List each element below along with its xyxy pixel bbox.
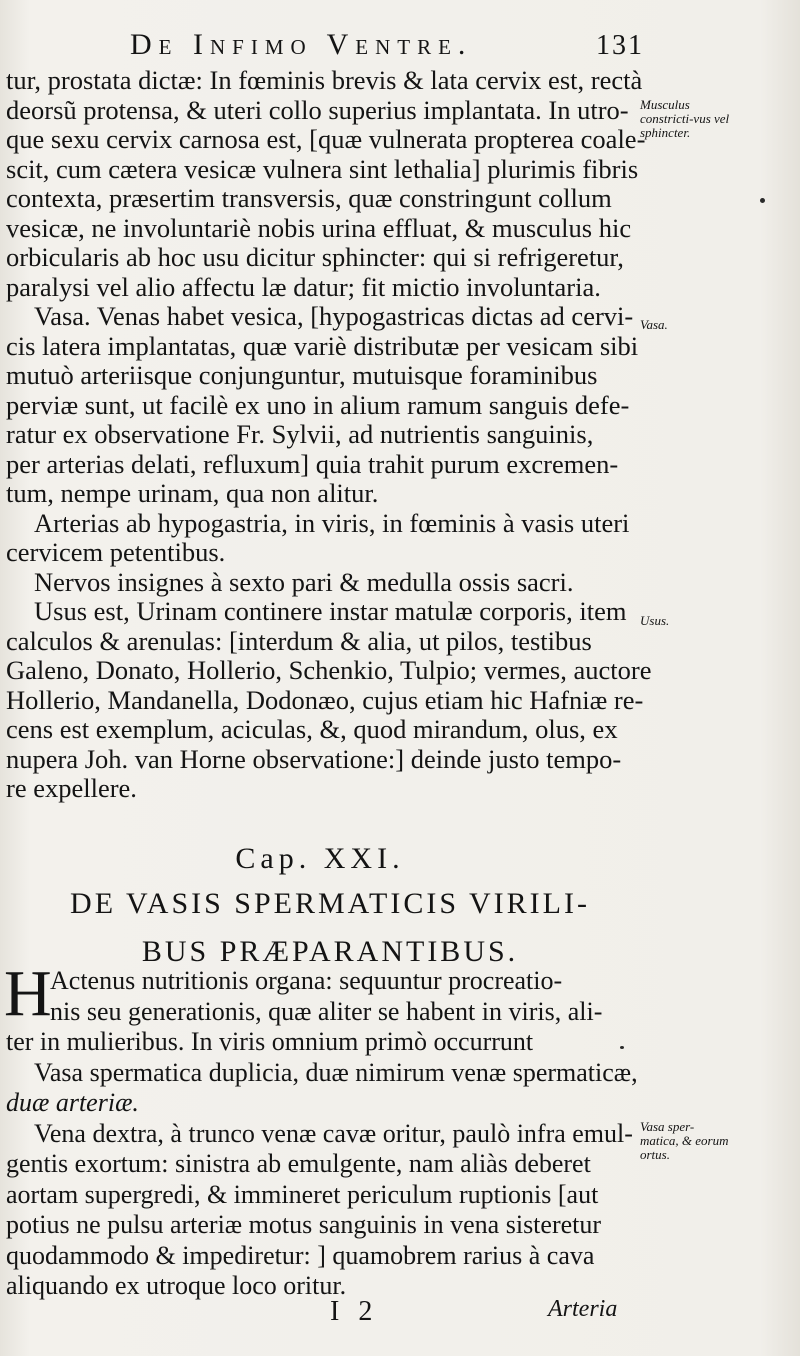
text-line: quodammodo & impediretur: ] quamobrem rarius à cava [6,1240,595,1270]
ink-speck [620,1046,624,1049]
drop-cap: H [4,957,52,1030]
text-line: calculos & arenulas: [interdum & alia, ut pilos, testibus [6,625,592,656]
text-line: ter in mulieribus. In viris omnium primò occurrunt [6,1027,534,1056]
text-line: Vena dextra, à trunco venæ cavæ oritur, paulò infra emul- [34,1118,633,1148]
text-line: Actenus nutritionis organa: sequuntur procreatio- [50,966,563,995]
margin-note-sphincter: Musculus constricti-vus vel sphincter. [640,97,730,140]
text-line: aliquando ex utroque loco oritur. [6,1271,347,1300]
text-line: paralysi vel alio affectu læ datur; fit mictio involuntaria. [6,271,601,302]
text-line: tur, prostata dictæ: In fœminis brevis & lata cervix est, rectà [6,65,643,95]
text-line: Nervos insignes à sexto pari & medulla ossis sacri. [34,566,574,597]
margin-note-usus: Usus. [640,613,670,628]
text-block-top [6,65,652,804]
margin-note-vasa: Vasa. [640,317,668,332]
text-line: nis seu generationis, quæ aliter se habent in viris, ali- [50,996,603,1026]
text-line: que sexu cervix carnosa est, [quæ vulnerata propterea coale- [6,124,646,154]
text-line: tum, nempe urinam, qua non alitur. [6,478,379,508]
text-line: gentis exortum: sinistra ab emulgente, nam aliàs deberet [6,1149,591,1178]
chapter-title-line: BUS PRÆPARANTIBUS. [141,935,519,968]
text-line: vesicæ, ne involuntariè nobis urina effluat, & musculus hic [6,212,632,243]
margin-note-vasa-spermatica: Vasa sper-matica, & eorum ortus. [640,1119,729,1162]
text-line: perviæ sunt, ut facilè ex uno in alium ramum sanguis defe- [6,389,630,420]
text-line: orbicularis ab hoc usu dicitur sphincter: qui si refrigeretur, [6,242,624,272]
text-line: cis latera implantatas, quæ variè distributæ per vesicam sibi [6,330,639,361]
text-line: potius ne pulsu arteriæ motus sanguinis in vena sisteretur [6,1210,602,1239]
text-line: cens est exemplum, aciculas, &, quod mirandum, olus, ex [6,714,618,744]
text-line: per arterias delati, refluxum] quia trahit purum excremen- [6,448,619,479]
chapter-title [30,880,630,976]
page-number: 131 [596,30,644,61]
text-line: Galeno, Donato, Hollerio, Schenkio, Tulpio; vermes, auctore [6,655,652,685]
text-line: deorsũ protensa, & uteri collo superius implantata. In utro- [6,94,629,125]
text-line: Hollerio, Mandanella, Dodonæo, cujus etiam hic Hafniæ re- [6,684,644,715]
text-line: cervicem petentibus. [6,537,226,567]
text-line: Arterias ab hypogastria, in viris, in fœminis à vasis uteri [34,507,630,538]
text-line: Vasa spermatica duplicia, duæ nimirum venæ spermaticæ, [34,1057,638,1087]
text-block-bottom [4,957,642,1302]
text-line: nupera Joh. van Horne observatione:] deinde justo tempo- [6,743,622,774]
text-line: Vasa. Venas habet vesica, [hypogastricas dictas ad cervi- [34,301,634,331]
ink-speck [760,198,765,203]
text-line: contexta, præsertim transversis, quæ constringunt collum [6,183,612,213]
text-line: mutuò arteriisque conjunguntur, mutuisque foraminibus [6,360,598,390]
text-line: duæ arteriæ. [6,1088,139,1117]
signature-mark: I 2 [330,1296,379,1327]
text-line: re expellere. [6,773,137,803]
text-line: aortam supergredi, & immineret periculum ruptionis [aut [6,1179,599,1209]
catchword: Arteria [548,1296,618,1322]
chapter-title-line: DE VASIS SPERMATICIS VIRILI- [70,887,590,920]
text-line: ratur ex observatione Fr. Sylvii, ad nutrientis sanguinis, [6,419,594,449]
running-head: De Infimo Ventre. [130,28,473,61]
chapter-number: Cap. XXI. [235,842,405,875]
text-line: Usus est, Urinam continere instar matulæ corporis, item [34,596,627,626]
text-line: scit, cum cætera vesicæ vulnera sint lethalia] plurimis fibris [6,153,639,184]
